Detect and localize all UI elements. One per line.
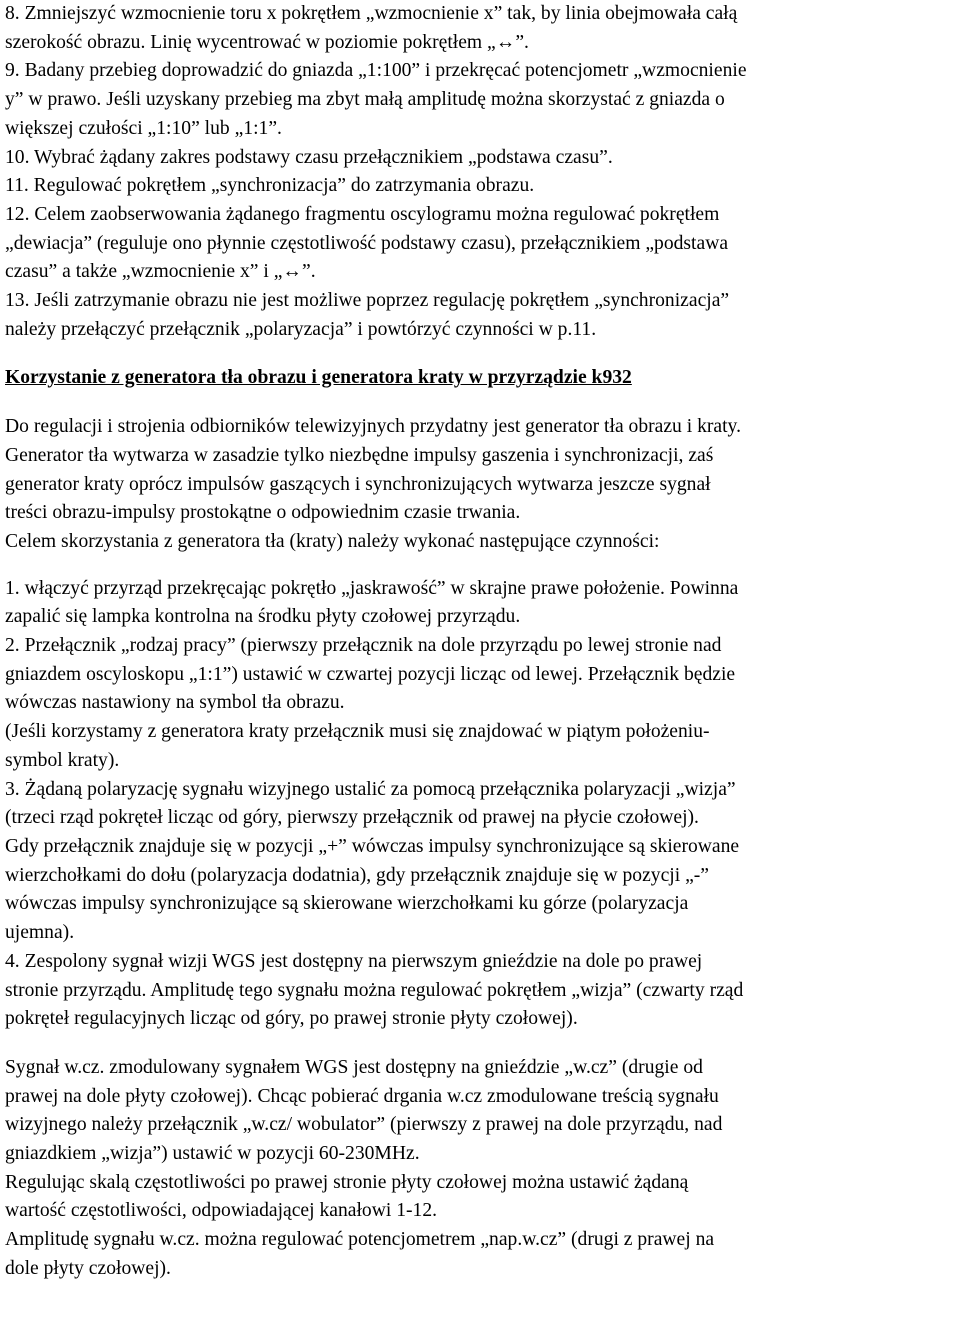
text-line: „dewiacja” (reguluje ono płynnie częstotliwość podstawy czasu), przełącznikiem „podstawa (5, 232, 729, 254)
text-line: y” w prawo. Jeśli uzyskany przebieg ma zbyt małą amplitudę można skorzystać z gniazda o (5, 89, 725, 111)
text-line: 13. Jeśli zatrzymanie obrazu nie jest możliwe poprzez regulację pokrętłem „synchronizacja” (5, 290, 730, 312)
text-line: wówczas nastawiony na symbol tła obrazu. (5, 692, 345, 714)
text-line: generator kraty oprócz impulsów gaszących i synchronizujących wytwarza jeszcze sygnał (5, 473, 711, 495)
text-line: (Jeśli korzystamy z generatora kraty przełącznik musi się znajdować w piątym położeniu- (5, 721, 710, 743)
text-line: zapalić się lampka kontrolna na środku płyty czołowej przyrządu. (5, 606, 521, 628)
text-line: 1. włączyć przyrząd przekręcając pokrętło „jaskrawość” w skrajne prawe położenie. Powinna (5, 577, 739, 599)
text-line: szerokość obrazu. Linię wycentrować w poziomie pokrętłem „↔”. (5, 31, 529, 53)
text-line: 11. Regulować pokrętłem „synchronizacja” do zatrzymania obrazu. (5, 175, 535, 197)
steps-list (5, 575, 960, 1034)
text-line: Gdy przełącznik znajduje się w pozycji „+” wówczas impulsy synchronizujące są skierowane (5, 835, 740, 857)
text-line: symbol kraty). (5, 749, 120, 771)
text-line: 9. Badany przebieg doprowadzić do gniazda „1:100” i przekręcać potencjometr „wzmocnienie (5, 60, 747, 82)
text-line: ujemna). (5, 922, 75, 944)
text-line: 10. Wybrać żądany zakres podstawy czasu przełącznikiem „podstawa czasu”. (5, 146, 613, 168)
text-line: Sygnał w.cz. zmodulowany sygnałem WGS jest dostępny na gnieździe „w.cz” (drugie od (5, 1056, 703, 1078)
text-line: gniazdem oscyloskopu „1:1”) ustawić w czwartej pozycji licząc od lewej. Przełącznik będzie (5, 663, 736, 685)
text-line: wizyjnego należy przełącznik „w.cz/ wobulator” (pierwszy z prawej na dole przyrządu, nad (5, 1114, 723, 1136)
final-paragraph (5, 1054, 960, 1284)
text-line: 4. Zespolony sygnał wizji WGS jest dostępny na pierwszym gnieździe na dole po prawej (5, 950, 703, 972)
text-line: treści obrazu-impulsy prostokątne o odpowiednim czasie trwania. (5, 502, 521, 524)
text-line: wierzchołkami do dołu (polaryzacja dodatnia), gdy przełącznik znajduje się w pozycji „-” (5, 864, 709, 886)
text-line: pokręteł regulacyjnych licząc od góry, po prawej stronie płyty czołowej). (5, 1008, 578, 1030)
text-line: Celem skorzystania z generatora tła (kraty) należy wykonać następujące czynności: (5, 530, 660, 552)
text-line: Do regulacji i strojenia odbiorników telewizyjnych przydatny jest generator tła obrazu i kraty. (5, 416, 741, 438)
text-line: większej czułości „1:10” lub „1:1”. (5, 117, 282, 139)
text-line: (trzeci rząd pokręteł licząc od góry, pierwszy przełącznik od prawej na płycie czołowej). (5, 807, 699, 829)
text-line: Regulując skalą częstotliwości po prawej stronie płyty czołowej można ustawić żądaną (5, 1171, 689, 1193)
text-line: 3. Żądaną polaryzację sygnału wizyjnego ustalić za pomocą przełącznika polaryzacji „wizja” (5, 778, 736, 800)
text-line: 8. Zmniejszyć wzmocnienie toru x pokrętłem „wzmocnienie x” tak, by linia obejmowała całą (5, 3, 738, 24)
text-line: należy przełączyć przełącznik „polaryzacja” i powtórzyć czynności w p.11. (5, 318, 597, 340)
text-line: Generator tła wytwarza w zasadzie tylko niezbędne impulsy gaszenia i synchronizacji, zaś (5, 444, 714, 466)
text-line: prawej na dole płyty czołowej). Chcąc pobierać drgania w.cz zmodulowane treścią sygnału (5, 1085, 719, 1107)
text-line: dole płyty czołowej). (5, 1257, 171, 1279)
text-line: Amplitudę sygnału w.cz. można regulować potencjometrem „nap.w.cz” (drugi z prawej na (5, 1229, 715, 1251)
text-line: wówczas impulsy synchronizujące są skierowane wierzchołkami ku górze (polaryzacja (5, 893, 689, 915)
text-line: gniazdkiem „wizja”) ustawić w pozycji 60-230MHz. (5, 1143, 420, 1165)
text-line: 12. Celem zaobserwowania żądanego fragmentu oscylogramu można regulować pokrętłem (5, 203, 720, 225)
text-line: wartość częstotliwości, odpowiadającej kanałowi 1-12. (5, 1200, 438, 1222)
section-heading: Korzystanie z generatora tła obrazu i generatora kraty w przyrządzie k932 (5, 367, 632, 389)
text-line: czasu” a także „wzmocnienie x” i „↔”. (5, 261, 316, 283)
text-line: 2. Przełącznik „rodzaj pracy” (pierwszy przełącznik na dole przyrządu po lewej stronie nad (5, 635, 722, 657)
text-line: stronie przyrządu. Amplitudę tego sygnału można regulować pokrętłem „wizja” (czwarty rząd (5, 979, 744, 1001)
intro-paragraph (5, 413, 960, 557)
instructions-block-1 (5, 0, 960, 344)
